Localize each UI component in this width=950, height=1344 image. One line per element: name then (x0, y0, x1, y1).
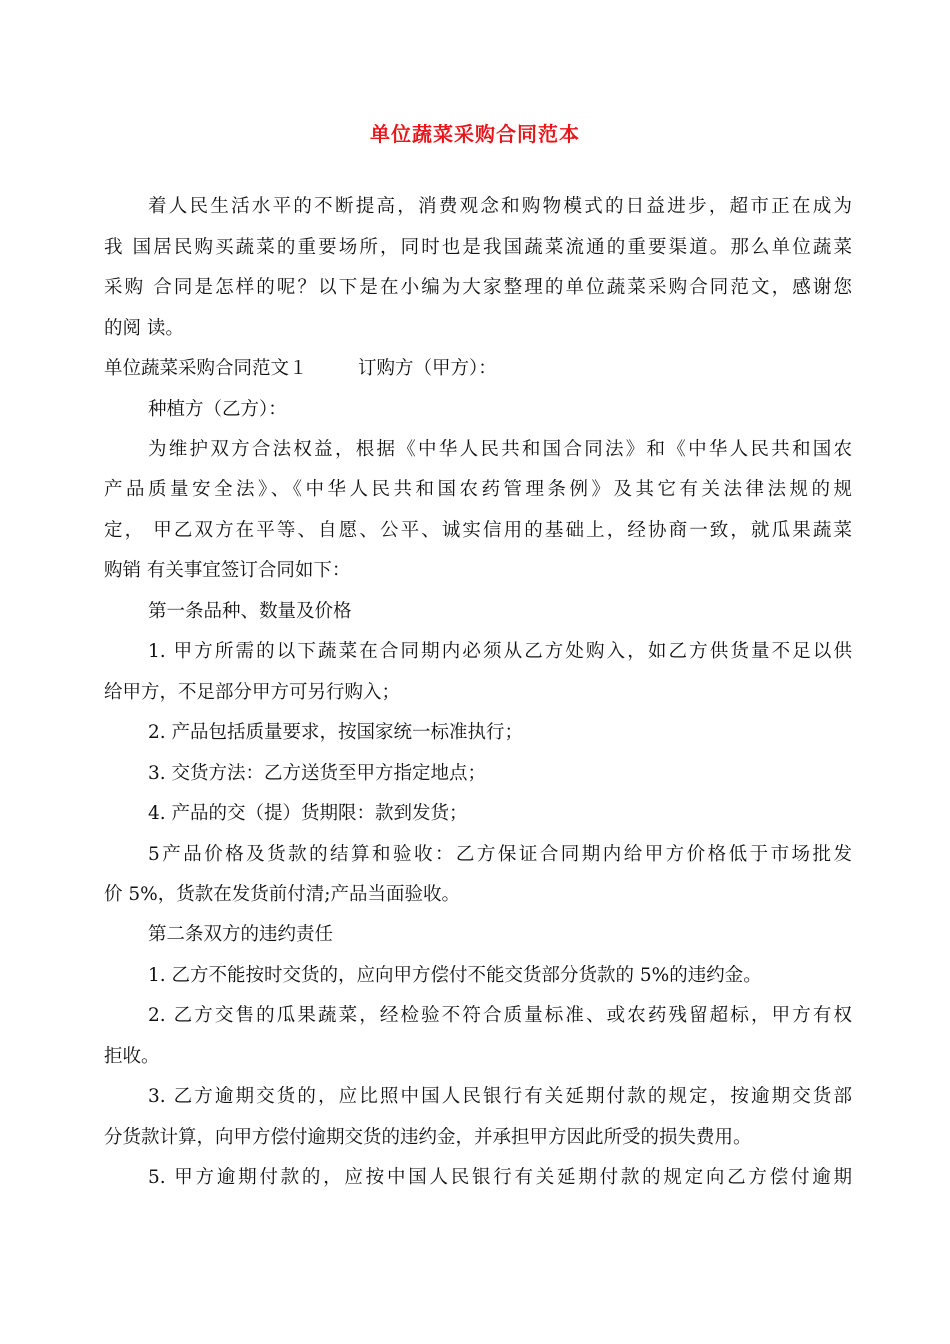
preamble-line: 为维护双方合法权益，根据《中华人民共和国合同法》和《中华人民共和国农 (148, 439, 852, 460)
article-2-heading: 第二条双方的违约责任 (148, 924, 334, 945)
preamble-line: 定， 甲乙双方在平等、自愿、公平、诚实信用的基础上，经协商一致，就瓜果蔬菜 (104, 520, 852, 541)
buyer-label: 订购方（甲方）： (358, 358, 497, 379)
article-1-item-2: 2. 产品包括质量要求，按国家统一标准执行； (148, 722, 524, 743)
article-1-item-1: 1. 甲方所需的以下蔬菜在合同期内必须从乙方处购入，如乙方供货量不足以供 (148, 641, 852, 662)
article-2-item-5: 5. 甲方逾期付款的，应按中国人民银行有关延期付款的规定向乙方偿付逾期 (148, 1167, 852, 1188)
article-2-item-3: 3. 乙方逾期交货的，应比照中国人民银行有关延期付款的规定，按逾期交货部 (148, 1086, 852, 1107)
article-2-item-1: 1. 乙方不能按时交货的，应向甲方偿付不能交货部分货款的 5%的违约金。 (148, 965, 762, 986)
article-2-item-2-cont: 拒收。 (104, 1046, 160, 1067)
article-2-item-3-cont: 分货款计算，向甲方偿付逾期交货的违约金，并承担甲方因此所受的损失费用。 (104, 1127, 752, 1148)
article-1-item-5-cont: 价 5%，货款在发货前付清;产品当面验收。 (104, 884, 460, 905)
section-heading: 单位蔬菜采购合同范文１ (104, 358, 308, 379)
intro-line: 着人民生活水平的不断提高，消费观念和购物模式的日益进步，超市正在成为 (148, 196, 852, 217)
preamble-line: 购销 有关事宜签订合同如下： (104, 560, 351, 581)
intro-line: 采购 合同是怎样的呢？以下是在小编为大家整理的单位蔬菜采购合同范文，感谢您 (104, 277, 852, 298)
article-1-item-4: 4. 产品的交（提）货期限：款到发货； (148, 803, 468, 824)
article-2-item-2: 2. 乙方交售的瓜果蔬菜，经检验不符合质量标准、或农药残留超标，甲方有权 (148, 1005, 852, 1026)
seller-label: 种植方（乙方）： (148, 399, 287, 420)
preamble-line: 产品质量安全法》、《中华人民共和国农药管理条例》及其它有关法律法规的规 (104, 479, 852, 500)
intro-line: 我 国居民购买蔬菜的重要场所，同时也是我国蔬菜流通的重要渠道。那么单位蔬菜 (104, 237, 852, 258)
article-1-item-5: 5产品价格及货款的结算和验收：乙方保证合同期内给甲方价格低于市场批发 (148, 844, 852, 865)
intro-line: 的阅 读。 (104, 318, 184, 339)
article-1-item-1-cont: 给甲方，不足部分甲方可另行购入； (104, 682, 401, 703)
article-1-heading: 第一条品种、数量及价格 (148, 601, 352, 622)
article-1-item-3: 3. 交货方法：乙方送货至甲方指定地点； (148, 763, 487, 784)
document-title: 单位蔬菜采购合同范本 (370, 122, 580, 146)
